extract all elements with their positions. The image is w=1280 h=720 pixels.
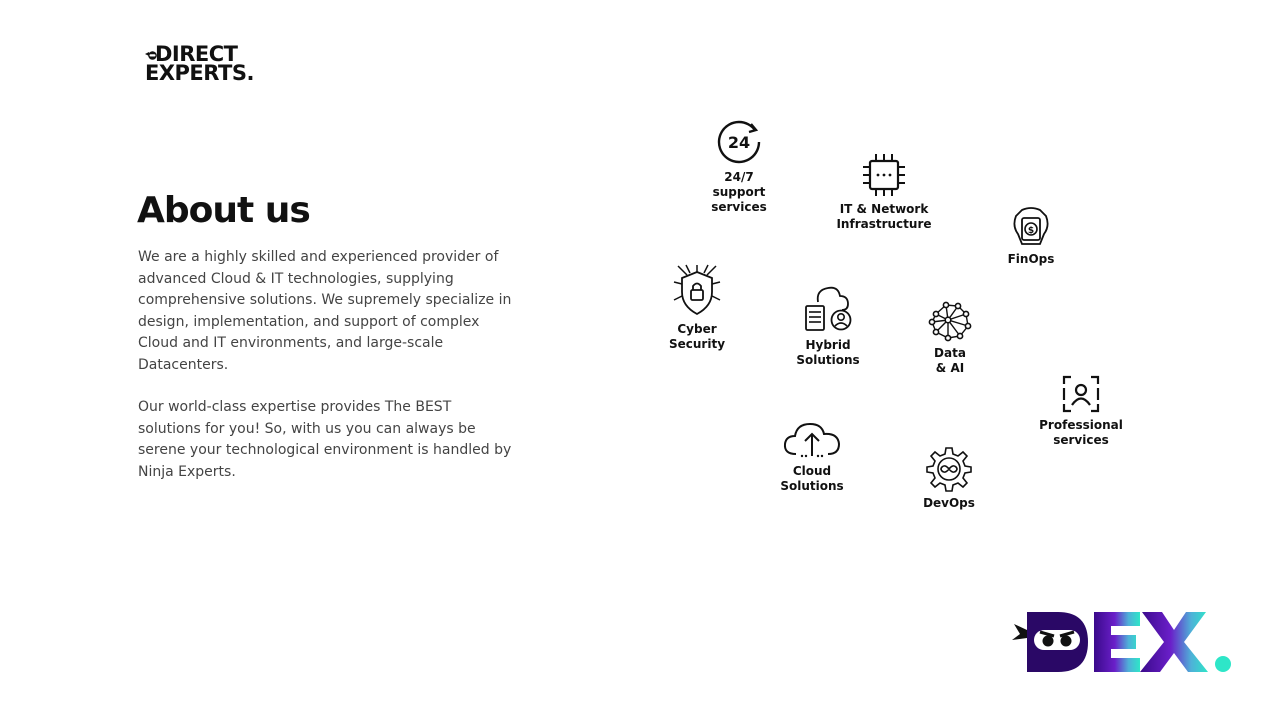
gear-infinity-icon — [926, 446, 972, 492]
service-label: 24/7 support services — [711, 170, 767, 214]
service-finops — [996, 206, 1066, 267]
service-it-network — [836, 152, 932, 232]
service-cloud-solutions — [776, 420, 848, 494]
service-label: Professional services — [1039, 418, 1123, 447]
hybrid-cloud-icon — [802, 284, 854, 334]
about-description — [138, 247, 518, 504]
service-label: FinOps — [1007, 252, 1055, 266]
direct-experts-logo — [145, 42, 254, 85]
svg-text:24: 24 — [727, 133, 751, 152]
clock-24-icon — [715, 118, 763, 166]
service-data-ai — [920, 300, 980, 376]
service-cyber-security — [662, 264, 732, 352]
logo-line-2: EXPERTS. — [145, 60, 254, 85]
profile-frame-icon — [1061, 374, 1101, 414]
service-247-support — [700, 118, 778, 215]
service-label: Data & AI — [934, 346, 966, 375]
service-label: Hybrid Solutions — [796, 338, 860, 367]
network-brain-icon — [928, 300, 972, 342]
service-label: DevOps — [923, 496, 975, 510]
service-professional — [1036, 374, 1126, 448]
chip-icon — [861, 152, 907, 198]
finops-icon — [1010, 206, 1052, 248]
about-paragraph-2: Our world-class expertise provides The BEST solutions for you! So, with us you can always be serene your technological environment is handled by Ninja Experts. — [138, 399, 512, 480]
logo-line-1: DIRECT — [145, 45, 254, 64]
service-devops — [916, 446, 982, 511]
cloud-upload-icon — [782, 420, 842, 460]
service-label: Cyber Security — [668, 322, 726, 351]
service-label: IT & Network Infrastructure — [836, 202, 932, 231]
about-paragraph-1: We are a highly skilled and experienced provider of advanced Cloud & IT technologies, supplying comprehensive solutions. We supremely specialize in design, implementation, and support of complex Cloud and IT environments, and large-scale Datacenters. — [138, 249, 512, 373]
shield-lock-icon — [672, 264, 722, 318]
dex-logo — [1010, 608, 1240, 682]
dex-logo-graphic — [1010, 608, 1240, 678]
page-title: About us — [137, 190, 310, 231]
service-label: Cloud Solutions — [780, 464, 844, 493]
service-hybrid-solutions — [792, 284, 864, 368]
svg-text:$: $ — [1027, 226, 1035, 236]
